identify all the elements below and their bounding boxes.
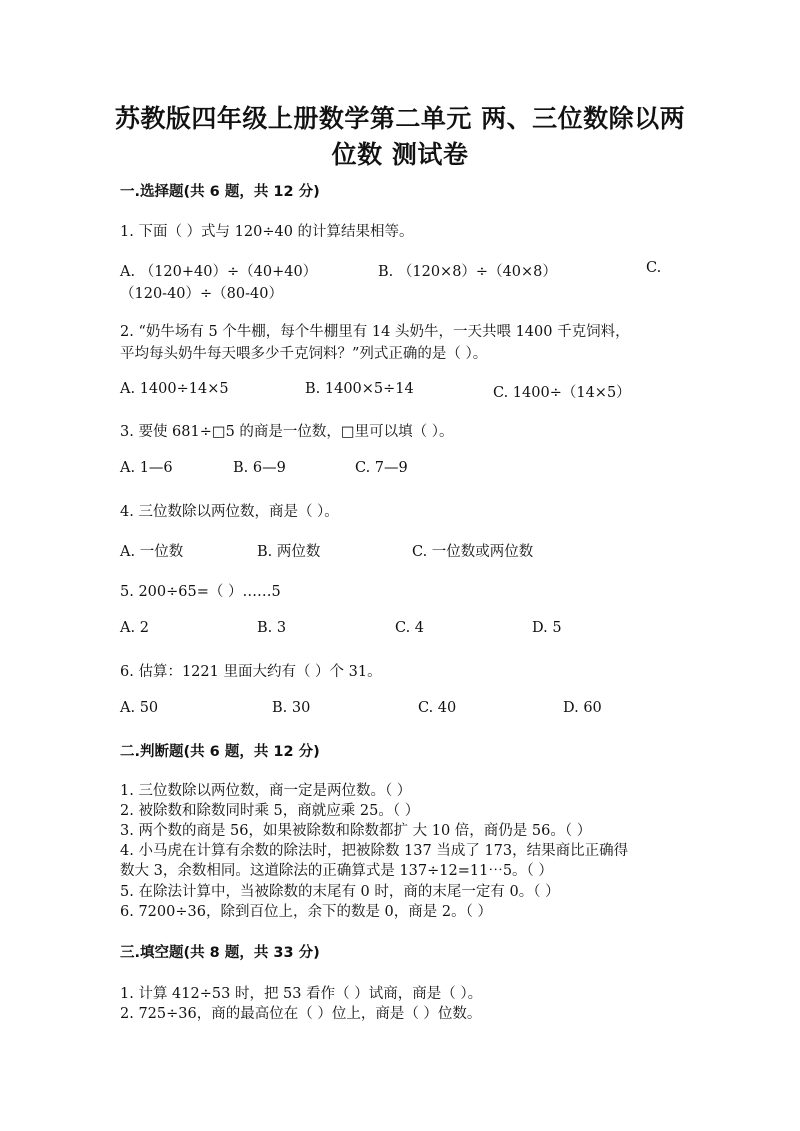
question-3-option-a: A. 1—6 bbox=[120, 460, 173, 476]
question-1-option-c: （120-40）÷（80-40） bbox=[120, 286, 283, 302]
question-6-option-c: C. 40 bbox=[418, 700, 457, 716]
judge-item-5: 5. 在除法计算中，当被除数的末尾有 0 时，商的末尾一定有 0。（ ） bbox=[120, 884, 560, 900]
section-heading-fill: 三.填空题(共 8 题，共 33 分) bbox=[120, 945, 320, 961]
question-4-option-b: B. 两位数 bbox=[257, 544, 321, 560]
question-6-option-d: D. 60 bbox=[563, 700, 602, 716]
question-2-stem-line-1: 2. “奶牛场有 5 个牛棚，每个牛棚里有 14 头奶牛，一天共喂 1400 千克饲料， bbox=[120, 324, 630, 340]
page-title-line-2: 位数 测试卷 bbox=[331, 140, 469, 169]
section-heading-judge: 二.判断题(共 6 题，共 12 分) bbox=[120, 744, 320, 760]
question-1-option-c-label: C. bbox=[646, 260, 662, 276]
question-5-option-d: D. 5 bbox=[532, 620, 562, 636]
fill-item-1: 1. 计算 412÷53 时，把 53 看作（ ）试商，商是（ ）。 bbox=[120, 986, 483, 1002]
question-1-option-a: A. （120+40）÷（40+40） bbox=[120, 264, 318, 280]
question-2-stem-line-2: 平均每头奶牛每天喂多少千克饲料？”列式正确的是（ ）。 bbox=[120, 346, 488, 362]
question-1-stem: 1. 下面（ ）式与 120÷40 的计算结果相等。 bbox=[120, 224, 414, 240]
fill-item-2: 2. 725÷36，商的最高位在（ ）位上，商是（ ）位数。 bbox=[120, 1006, 482, 1022]
section-heading-choice: 一.选择题(共 6 题，共 12 分) bbox=[120, 184, 320, 200]
question-4-option-a: A. 一位数 bbox=[120, 544, 184, 560]
question-2-option-a: A. 1400÷14×5 bbox=[120, 381, 229, 397]
question-6-stem: 6. 估算：1221 里面大约有（ ）个 31。 bbox=[120, 664, 382, 680]
question-2-option-c: C. 1400÷（14×5） bbox=[493, 385, 631, 401]
judge-item-4-line-2: 数大 3，余数相同。这道除法的正确算式是 137÷12=11⋯5。（ ） bbox=[120, 863, 553, 879]
judge-item-2: 2. 被除数和除数同时乘 5，商就应乘 25。（ ） bbox=[120, 803, 420, 819]
question-3-option-c: C. 7—9 bbox=[355, 460, 408, 476]
judge-item-4-line-1: 4. 小马虎在计算有余数的除法时，把被除数 137 当成了 173，结果商比正确得 bbox=[120, 843, 629, 859]
judge-item-1: 1. 三位数除以两位数，商一定是两位数。（ ） bbox=[120, 783, 412, 799]
question-4-stem: 4. 三位数除以两位数，商是（ ）。 bbox=[120, 504, 339, 520]
question-3-option-b: B. 6—9 bbox=[233, 460, 286, 476]
question-5-option-a: A. 2 bbox=[120, 620, 149, 636]
question-5-stem: 5. 200÷65=（ ）……5 bbox=[120, 584, 281, 600]
question-5-option-c: C. 4 bbox=[395, 620, 425, 636]
judge-item-3: 3. 两个数的商是 56，如果被除数和除数都扩 大 10 倍，商仍是 56。（ ） bbox=[120, 823, 592, 839]
judge-item-6: 6. 7200÷36，除到百位上，余下的数是 0，商是 2。（ ） bbox=[120, 904, 492, 920]
question-3-stem: 3. 要使 681÷□5 的商是一位数，□里可以填（ ）。 bbox=[120, 424, 454, 440]
question-6-option-b: B. 30 bbox=[272, 700, 311, 716]
question-2-option-b: B. 1400×5÷14 bbox=[305, 381, 414, 397]
page-title-line-1: 苏教版四年级上册数学第二单元 两、三位数除以两 bbox=[114, 104, 686, 133]
question-4-option-c: C. 一位数或两位数 bbox=[412, 544, 534, 560]
question-6-option-a: A. 50 bbox=[120, 700, 159, 716]
question-5-option-b: B. 3 bbox=[257, 620, 287, 636]
question-1-option-b: B. （120×8）÷（40×8） bbox=[378, 264, 557, 280]
